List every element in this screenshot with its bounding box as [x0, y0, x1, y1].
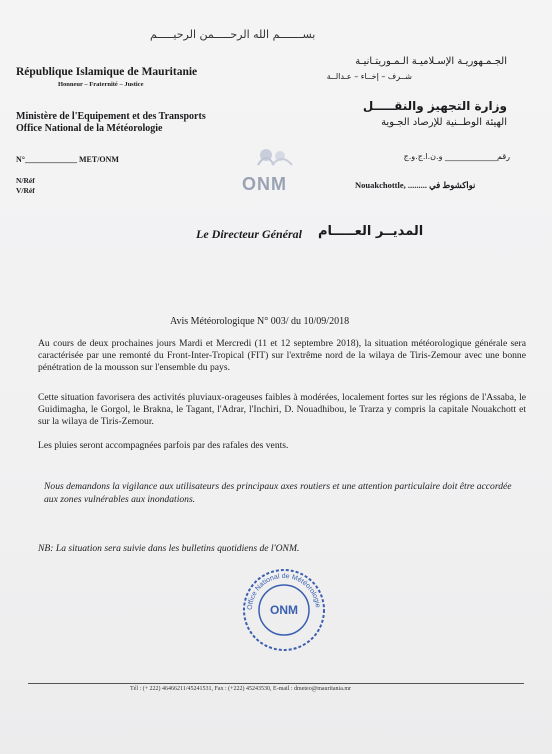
place-date-line: Nouakchottle, ......... نواكشوط في: [355, 180, 476, 190]
notice-paragraph-2: Cette situation favorisera des activités pluviaux-orageuses faibles à modérées, localement fortes sur les régions de l'Assaba, le Guidimagha, le Gorgol, le Brakna, le Tagant, l'Adrar, l'Inchiri, D. Nouadhibou, le Trarza y compris la capitale Nouakchott et sur la wilaya de Tiris-Zemour.: [38, 392, 526, 427]
official-stamp-icon: [242, 568, 326, 652]
reference-number-fr: N°_____________ MET/ONM: [16, 155, 119, 164]
office-ar: الهيئة الوطــنية للإرصاد الجـوية: [381, 117, 507, 128]
onm-logo-text: ONM: [242, 174, 287, 194]
our-reference-label: N/Réf: [16, 176, 35, 185]
stamp-center-text: ONM: [270, 603, 298, 617]
notice-paragraph-1: Au cours de deux prochaines jours Mardi et Mercredi (11 et 12 septembre 2018), la situation météorologique générale sera caractérisée par une remonté du Front-Inter-Tropical (FIT) sur l'extrême nord de la wilaya de Tiris-Zemour avec une bonne pénétration de la mousson sur l'ensemble du pays.: [38, 338, 526, 373]
motto-ar: شــرف – إخــاء – عـدالــة: [326, 72, 412, 81]
notice-paragraph-3: Les pluies seront accompagnées parfois par des rafales des vents.: [38, 440, 289, 451]
basmala: بســـــــم الله الرحـــــمن الرحيـــــم: [150, 28, 316, 41]
reference-number-ar: رقم_____________ و.ن.ا.ج.و.ج: [403, 152, 510, 161]
republic-name-fr: République Islamique de Mauritanie: [16, 66, 198, 78]
stamp-outer-text: Office National de Météorologie: [246, 572, 321, 611]
ministry-fr: Ministère de l'Equipement et des Transports: [16, 111, 206, 122]
director-title-ar: المديــر العـــــام: [318, 224, 424, 239]
director-title-fr: Le Directeur Général: [196, 227, 302, 241]
nb-note: NB: La situation sera suivie dans les bulletins quotidiens de l'ONM.: [38, 543, 300, 554]
footer-divider: [28, 683, 524, 684]
notice-title: Avis Météorologique N° 003/ du 10/09/2018: [170, 316, 350, 327]
footer-contact: Tél : (+ 222) 46466211/45241531, Fax : (+222) 45243530, E-mail : dmeteo@mauritania.mr: [130, 686, 352, 692]
republic-name-ar: الجـمـهوريـة الإسـلاميـة الـمـوريتـانيـة: [355, 56, 507, 67]
your-reference-label: V/Réf: [16, 186, 35, 195]
office-fr: Office National de la Météorologie: [16, 123, 163, 134]
ministry-ar: وزارة التجهيز والنقـــــل: [362, 99, 507, 113]
motto-fr: Honneur – Fraternité – Justice: [58, 81, 144, 88]
vigilance-statement: Nous demandons la vigilance aux utilisateurs des principaux axes routiers et une attention particulaire doit être accordée aux zones vulnérables aux inondations.: [44, 481, 512, 505]
